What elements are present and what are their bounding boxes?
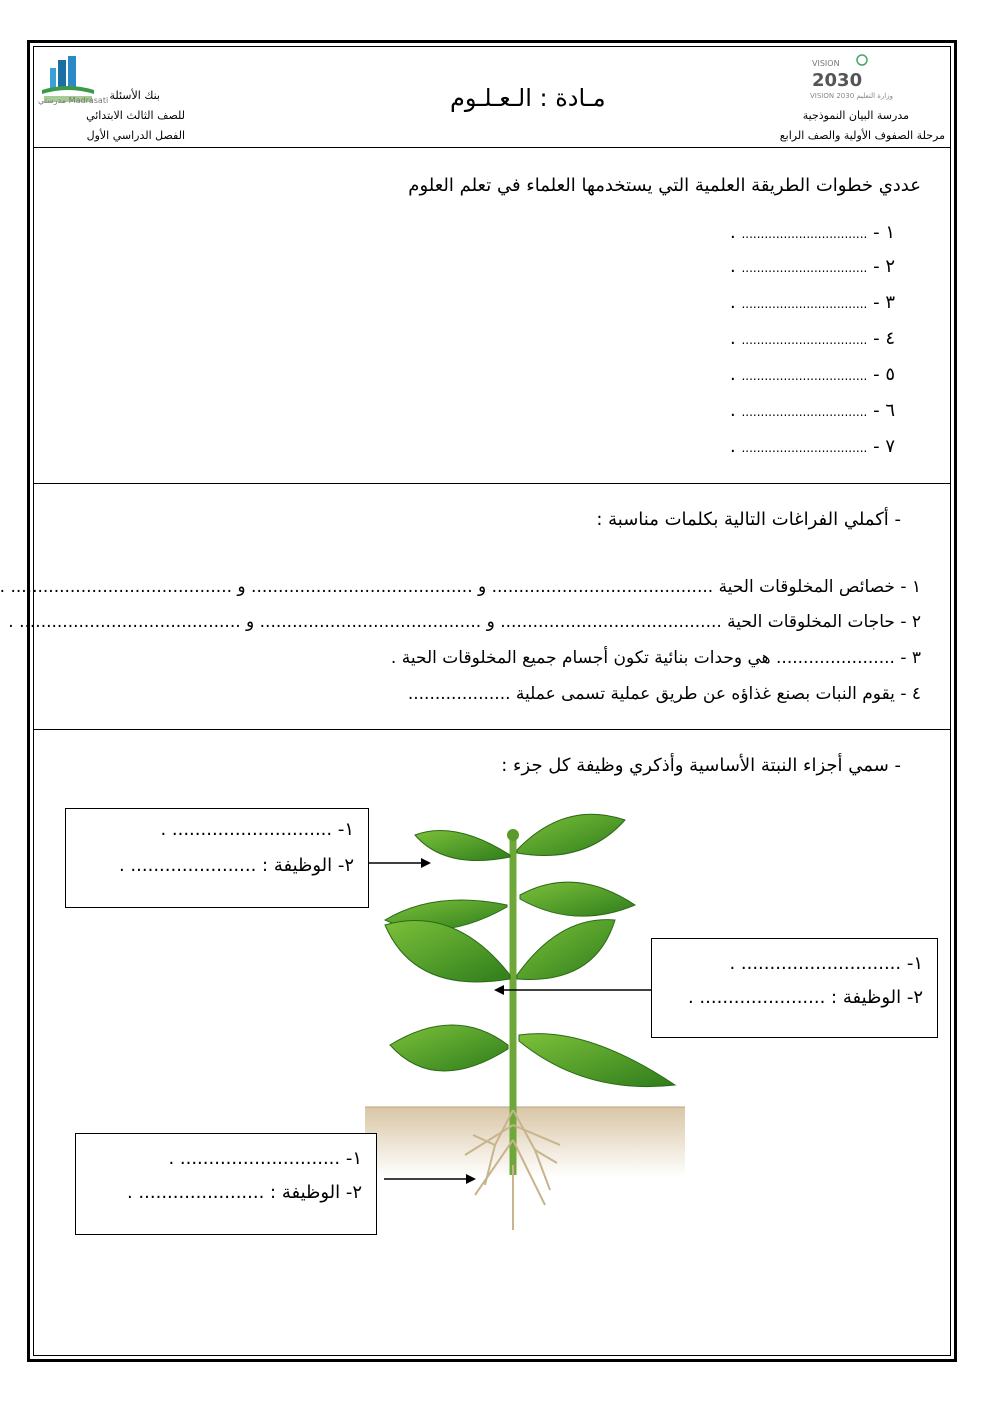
leaf-part-name[interactable]: ١- ............................ . <box>160 819 354 840</box>
step-end: . <box>730 256 736 277</box>
step-blank[interactable]: ................................. <box>741 405 868 419</box>
leaf-function[interactable]: ٢- الوظيفة : ...................... . <box>118 855 354 876</box>
step-number: ١ - <box>873 222 895 243</box>
vision-logo-caption: VISION 2030 وزارة التعليم <box>810 92 894 100</box>
step-item <box>730 328 895 349</box>
subject-title: مـادة : الـعـلـوم <box>450 84 606 112</box>
step-blank[interactable]: ................................. <box>741 333 868 347</box>
stem-function[interactable]: ٢- الوظيفة : ...................... . <box>687 987 923 1008</box>
section3-question: - سمي أجزاء النبتة الأساسية وأذكري وظيفة كل جزء : <box>501 755 901 776</box>
step-item <box>730 256 895 277</box>
step-item <box>730 222 895 243</box>
stem-answer-box <box>651 938 938 1038</box>
fill-line-2[interactable]: ٢ - حاجات المخلوقات الحية ......................................... و ......................................... و ......................................... . <box>8 612 921 632</box>
fill-line-1[interactable]: ١ - خصائص المخلوقات الحية ......................................... و ......................................... و ......................................... . <box>0 577 921 597</box>
step-item <box>730 364 895 385</box>
left-header-line-3: الفصل الدراسي الأول <box>86 129 185 142</box>
step-number: ٣ - <box>873 292 895 313</box>
step-end: . <box>730 222 736 243</box>
step-number: ٥ - <box>873 364 895 385</box>
section1-divider <box>33 483 951 484</box>
step-end: . <box>730 292 736 313</box>
step-end: . <box>730 436 736 457</box>
arrow-to-stem-icon <box>494 983 652 997</box>
fill-line-3[interactable]: ٣ - ...................... هي وحدات بنائية تكون أجسام جميع المخلوقات الحية . <box>390 648 921 668</box>
step-end: . <box>730 400 736 421</box>
left-header-line-1: بنك الأسئلة <box>109 89 160 102</box>
step-blank[interactable]: ................................. <box>741 441 868 455</box>
svg-text:VISION: VISION <box>812 59 840 68</box>
leaf-answer-box <box>65 808 369 908</box>
header-divider <box>33 147 951 148</box>
section2-divider <box>33 729 951 730</box>
school-name: مدرسة البيان النموذجية <box>802 109 909 122</box>
stem-part-name[interactable]: ١- ............................ . <box>729 953 923 974</box>
step-item <box>730 292 895 313</box>
step-item <box>730 436 895 457</box>
root-part-name[interactable]: ١- ............................ . <box>168 1148 362 1169</box>
step-blank[interactable]: ................................. <box>741 297 868 311</box>
root-function[interactable]: ٢- الوظيفة : ...................... . <box>126 1182 362 1203</box>
vision-2030-logo-icon <box>810 52 876 94</box>
step-blank[interactable]: ................................. <box>741 227 868 241</box>
root-answer-box <box>75 1133 377 1235</box>
left-header-line-2: للصف الثالث الابتدائي <box>86 109 185 122</box>
step-blank[interactable]: ................................. <box>741 369 868 383</box>
step-item <box>730 400 895 421</box>
section1-question: عددي خطوات الطريقة العلمية التي يستخدمها العلماء في تعلم العلوم <box>408 175 921 196</box>
madrasati-logo-caption: مدرستي Madrasati <box>38 96 109 105</box>
step-blank[interactable]: ................................. <box>741 261 868 275</box>
step-number: ٦ - <box>873 400 895 421</box>
school-stage: مرحلة الصفوف الأولية والصف الرابع <box>779 129 945 142</box>
arrow-to-leaf-icon <box>369 856 431 870</box>
step-number: ٧ - <box>873 436 895 457</box>
step-end: . <box>730 364 736 385</box>
step-number: ٢ - <box>873 256 895 277</box>
step-number: ٤ - <box>873 328 895 349</box>
arrow-to-root-icon <box>384 1172 476 1186</box>
step-end: . <box>730 328 736 349</box>
section2-question: - أكملي الفراغات التالية بكلمات مناسبة : <box>596 509 901 530</box>
svg-text:2030: 2030 <box>812 70 863 91</box>
fill-line-4[interactable]: ٤ - يقوم النبات بصنع غذاؤه عن طريق عملية تسمى عملية ................... <box>407 684 921 704</box>
